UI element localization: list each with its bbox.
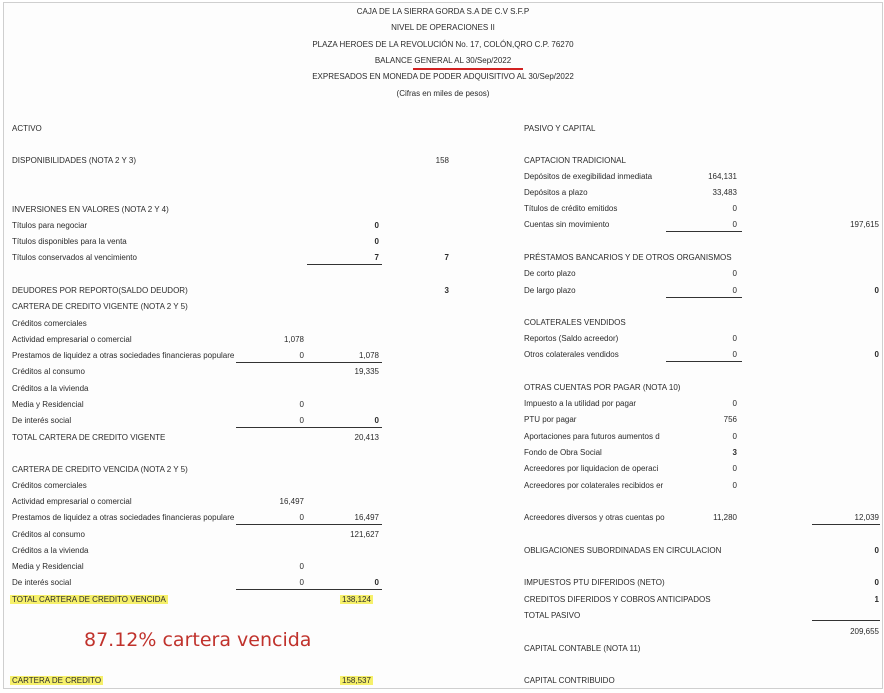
fondo-obra-value: 3 [732,448,737,457]
prestamos-total: 0 [874,286,879,295]
corto-plazo-label: De corto plazo [524,269,576,278]
vigente-comerciales-subtotal: 1,078 [358,351,379,360]
sum-rule [666,231,742,232]
titulos-disponibles-label: Títulos disponibles para la venta [12,237,127,246]
vencida-media-value: 0 [299,562,304,571]
inversiones-label: INVERSIONES EN VALORES (NOTA 2 Y 4) [12,205,169,214]
plazo-label: Depósitos a plazo [524,188,588,197]
total-vigente-label: TOTAL CARTERA DE CREDITO VIGENTE [12,433,166,442]
vencida-vivienda-label: Créditos a la vivienda [12,546,89,555]
vigente-consumo-value: 19,335 [354,367,379,376]
largo-plazo-value: 0 [732,286,737,295]
acreedores-diversos-value: 11,280 [713,513,737,522]
otros-colaterales-value: 0 [732,350,737,359]
sin-movimiento-value: 0 [732,220,737,229]
impuestos-ptu-value: 0 [874,578,879,587]
fondo-obra-label: Fondo de Obra Social [524,448,602,457]
acreedores-liquidacion-label: Acreedores por liquidacion de operaci [524,464,659,473]
titulos-negociar-value: 0 [374,221,379,230]
capital-contribuido-label: CAPITAL CONTRIBUIDO [524,676,615,685]
deudores-reporto-value: 3 [444,286,449,295]
sum-rule [666,297,742,298]
sum-rule [666,361,742,362]
titulos-conservados-label: Títulos conservados al vencimiento [12,253,137,262]
sum-rule [236,524,382,525]
colaterales-total: 0 [874,350,879,359]
vencida-interes-label: De interés social [12,578,72,587]
acreedores-colaterales-label: Acreedores por colaterales recibidos er [524,481,664,490]
vencida-consumo-value: 121,627 [350,530,379,539]
capital-contable-label: CAPITAL CONTABLE (NOTA 11) [524,644,641,653]
titulos-credito-value: 0 [732,204,737,213]
vigente-prestamos-label: Prestamos de liquidez a otras sociedades financieras populare [12,351,235,360]
titulos-credito-label: Títulos de crédito emitidos [524,204,618,213]
titulos-negociar-label: Títulos para negociar [12,221,88,230]
plazo-value: 33,483 [712,188,737,197]
disponibilidades-label: DISPONIBILIDADES (NOTA 2 Y 3) [12,156,137,165]
cartera-credito-label: CARTERA DE CREDITO [12,676,102,685]
deudores-reporto-label: DEUDORES POR REPORTO(SALDO DEUDOR) [12,286,188,295]
cartera-vigente-label: CARTERA DE CREDITO VIGENTE (NOTA 2 Y 5) [12,302,188,311]
sum-rule [812,620,880,621]
acreedores-liquidacion-value: 0 [732,464,737,473]
inversiones-total: 7 [444,253,449,262]
company-name: CAJA DE LA SIERRA GORDA S.A DE C.V S.F.P [356,7,530,16]
sum-rule [812,524,880,525]
impuesto-utilidad-value: 0 [732,399,737,408]
vigente-interes-value: 0 [299,416,304,425]
impuesto-utilidad-label: Impuesto a la utilidad por pagar [524,399,637,408]
cartera-credito-value: 158,537 [342,676,371,685]
titulos-disponibles-value: 0 [374,237,379,246]
page-subtitle: EXPRESADOS EN MONEDA DE PODER ADQUISITIVO AL 30/Sep/2022 [312,72,574,81]
company-address: PLAZA HEROES DE LA REVOLUCIÓN No. 17, COLÓN,QRO C.P. 76270 [312,40,574,49]
captacion-total: 197,615 [850,220,879,229]
vigente-vivienda-label: Créditos a la vivienda [12,384,89,393]
vencida-prestamos-label: Prestamos de liquidez a otras sociedades financieras populare [12,513,235,522]
vigente-actividad-label: Actividad empresarial o comercial [12,335,132,344]
sum-rule [236,362,382,363]
disponibilidades-value: 158 [435,156,449,165]
vencida-interes-value: 0 [299,578,304,587]
total-pasivo-label: TOTAL PASIVO [524,611,581,620]
vencida-comerciales-subtotal: 16,497 [354,513,379,522]
impuestos-ptu-label: IMPUESTOS PTU DIFERIDOS (NETO) [524,578,665,587]
vigente-media-value: 0 [299,400,304,409]
reportos-value: 0 [732,334,737,343]
cartera-vencida-label: CARTERA DE CREDITO VENCIDA (NOTA 2 Y 5) [12,465,188,474]
activo-heading: ACTIVO [12,124,42,133]
vencida-prestamos-value: 0 [299,513,304,522]
ptu-label: PTU por pagar [524,415,577,424]
exigibilidad-value: 164,131 [708,172,737,181]
units-note: (Cifras en miles de pesos) [396,89,490,98]
vencida-actividad-label: Actividad empresarial o comercial [12,497,132,506]
balance-sheet-document [3,2,883,689]
vencida-vivienda-subtotal: 0 [374,578,379,587]
vencida-actividad-value: 16,497 [279,497,304,506]
aportaciones-label: Aportaciones para futuros aumentos d [524,432,660,441]
vigente-actividad-value: 1,078 [283,335,304,344]
title-underline [413,68,523,70]
acreedores-colaterales-value: 0 [732,481,737,490]
acreedores-diversos-label: Acreedores diversos y otras cuentas po [524,513,665,522]
vigente-interes-label: De interés social [12,416,72,425]
titulos-conservados-value: 7 [374,253,379,262]
vigente-vivienda-subtotal: 0 [374,416,379,425]
vigente-media-label: Media y Residencial [12,400,84,409]
sum-rule [236,427,382,428]
captacion-label: CAPTACION TRADICIONAL [524,156,626,165]
vigente-prestamos-value: 0 [299,351,304,360]
ptu-value: 756 [723,415,737,424]
total-vigente-value: 20,413 [354,433,379,442]
overdue-annotation: 87.12% cartera vencida [84,629,312,651]
sin-movimiento-label: Cuentas sin movimiento [524,220,610,229]
pasivo-heading: PASIVO Y CAPITAL [524,124,596,133]
vigente-consumo-label: Créditos al consumo [12,367,85,376]
vigente-comerciales-label: Créditos comerciales [12,319,87,328]
corto-plazo-value: 0 [732,269,737,278]
reportos-label: Reportos (Saldo acreedor) [524,334,619,343]
creditos-diferidos-label: CREDITOS DIFERIDOS Y COBROS ANTICIPADOS [524,595,711,604]
vencida-comerciales-label: Créditos comerciales [12,481,87,490]
sum-rule [236,589,382,590]
total-pasivo-value: 209,655 [850,627,879,636]
total-vencida-value: 138,124 [342,595,371,604]
aportaciones-value: 0 [732,432,737,441]
exigibilidad-label: Depósitos de exegibilidad inmediata [524,172,653,181]
operations-level: NIVEL DE OPERACIONES II [391,23,495,32]
sum-rule [307,264,382,265]
obligaciones-label: OBLIGACIONES SUBORDINADAS EN CIRCULACION [524,546,722,555]
vencida-consumo-label: Créditos al consumo [12,530,85,539]
prestamos-bancarios-label: PRÉSTAMOS BANCARIOS Y DE OTROS ORGANISMOS [524,253,732,262]
otros-colaterales-label: Otros colaterales vendidos [524,350,619,359]
largo-plazo-label: De largo plazo [524,286,576,295]
obligaciones-value: 0 [874,546,879,555]
creditos-diferidos-value: 1 [874,595,879,604]
otras-cuentas-label: OTRAS CUENTAS POR PAGAR (NOTA 10) [524,383,681,392]
colaterales-label: COLATERALES VENDIDOS [524,318,626,327]
otras-cuentas-total: 12,039 [854,513,879,522]
page-title: BALANCE GENERAL AL 30/Sep/2022 [374,56,512,65]
vencida-media-label: Media y Residencial [12,562,84,571]
total-vencida-label: TOTAL CARTERA DE CREDITO VENCIDA [12,595,166,604]
